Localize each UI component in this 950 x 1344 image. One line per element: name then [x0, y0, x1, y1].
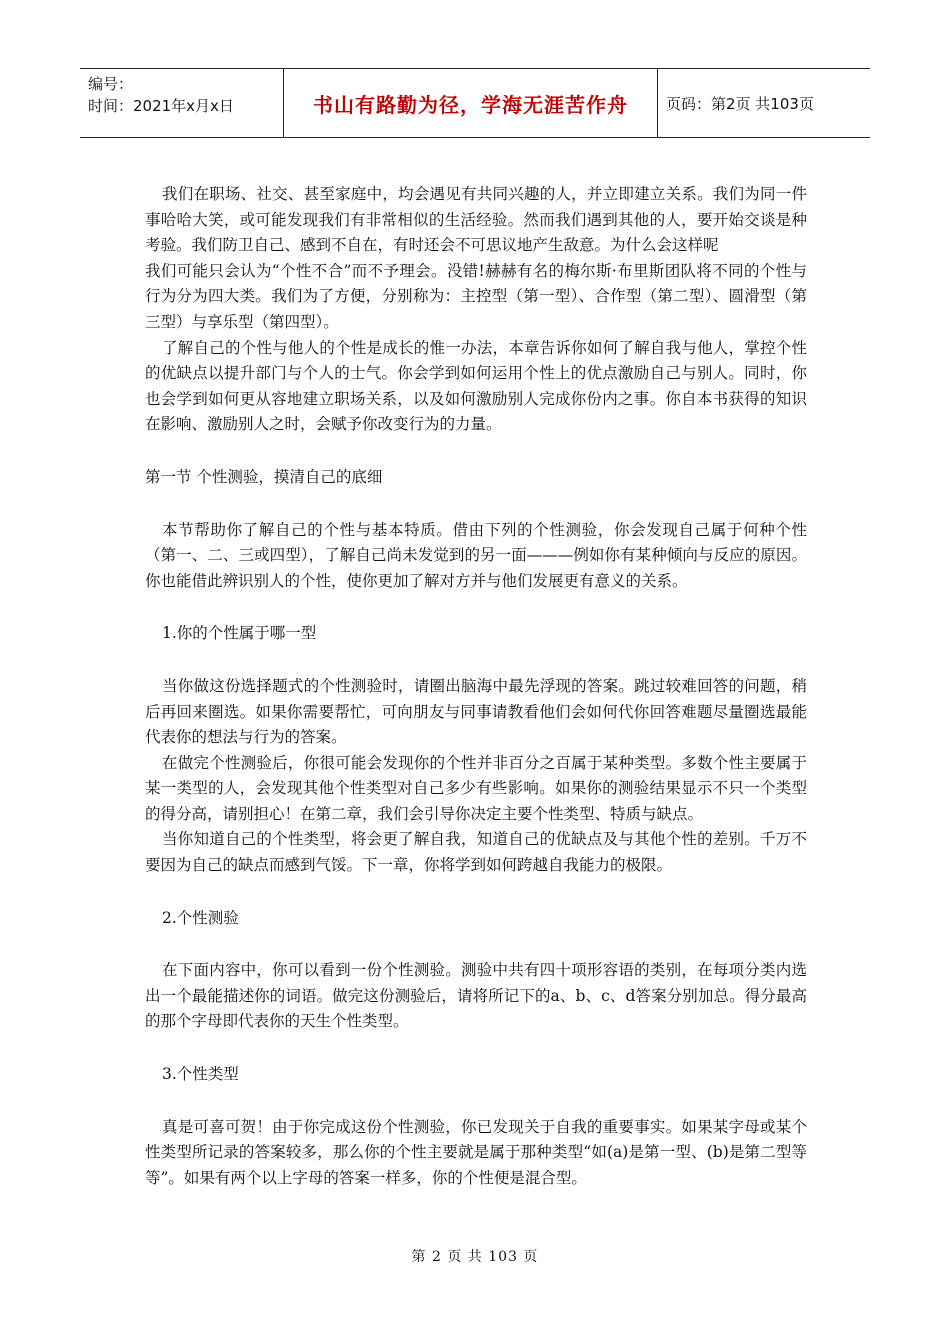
header-page-label: 页码：第2页 共103页: [666, 94, 814, 113]
subheading-2: 2.个性测验: [162, 908, 239, 927]
code-label: 编号：: [88, 75, 134, 93]
subheading-3: 3.个性类型: [162, 1065, 239, 1084]
subheading-1: 1.你的个性属于哪一型: [162, 624, 317, 643]
paragraph-test-instructions: 当你做这份选择题式的个性测验时，请圈出脑海中最先浮现的答案。跳过较难回答的问题，稍后再回来圈选。如果你需要帮忙，可向朋友与同事请教看他们会如何代你回答难题尽量圈选最能代表你的想法与行为的答案。: [145, 676, 807, 747]
page-header: [80, 68, 870, 138]
paragraph-types: 我们可能只会认为“个性不合”而不予理会。没错!赫赫有名的梅尔斯·布里斯团队将不同的个性与行为分为四大类。我们为了方便，分别称为：主控型（第一型）、合作型（第二型）、圆滑型（第三型）与享乐型（第四型）。: [145, 261, 807, 331]
page-footer: 第 2 页 共 103 页: [411, 1249, 539, 1265]
document-body: [145, 182, 807, 1191]
paragraph-after-test: 在做完个性测验后，你很可能会发现你的个性并非百分之百属于某种类型。多数个性主要属于某一类型的人，会发现其他个性类型对自己多少有些影响。如果你的测验结果显示不只一个类型的得分高，请别担心！在第二章，我们会引导你决定主要个性类型、特质与缺点。: [145, 753, 807, 823]
date-label: 时间：2021年x月x日: [88, 97, 234, 115]
paragraph-congrats: 真是可喜可贺！由于你完成这份个性测验，你已发现关于自我的重要事实。如果某字母或某个性类型所记录的答案较多，那么你的个性主要就是属于那种类型“如(a)是第一型、(b)是第二型等等”。如果有两个以上字母的答案一样多，你的个性便是混合型。: [145, 1117, 807, 1187]
paragraph-test-content: 在下面内容中，你可以看到一份个性测验。测验中共有四十项形容语的类别，在每项分类内选出一个最能描述你的词语。做完这份测验后，请将所记下的a、b、c、d答案分别加总。得分最高的那个字母即代表你的天生个性类型。: [145, 961, 807, 1031]
paragraph-intro: 我们在职场、社交、甚至家庭中，均会遇见有共同兴趣的人，并立即建立关系。我们为同一件事哈哈大笑，或可能发现我们有非常相似的生活经验。然而我们遇到其他的人，要开始交谈是种考验。我们防卫自己、感到不自在，有时还会不可思议地产生敌意。为什么会这样呢: [145, 185, 807, 255]
header-motto: 书山有路勤为径，学海无涯苦作舟: [284, 69, 658, 137]
header-meta: [80, 69, 284, 137]
paragraph-know-type: 当你知道自己的个性类型，将会更了解自我，知道自己的优缺点及与其他个性的差别。千万不要因为自己的缺点而感到气馁。下一章，你将学到如何跨越自我能力的极限。: [145, 830, 807, 875]
section-heading: 第一节 个性测验，摸清自己的底细: [145, 467, 383, 486]
paragraph-section-intro: 本节帮助你了解自己的个性与基本特质。借由下列的个性测验，你会发现自己属于何种个性（第一、二、三或四型），了解自己尚未发觉到的另一面———例如你有某种倾向与反应的原因。你也能借此辨识别人的个性，使你更加了解对方并与他们发展更有意义的关系。: [145, 520, 807, 590]
paragraph-chapter-purpose: 了解自己的个性与他人的个性是成长的惟一办法，本章告诉你如何了解自我与他人，掌控个性的优缺点以提升部门与个人的士气。你会学到如何运用个性上的优点激励自己与别人。同时，你也会学到如何更从容地建立职场关系，以及如何激励别人完成你份内之事。你自本书获得的知识在影响、激励别人之时，会赋予你改变行为的力量。: [145, 338, 807, 434]
